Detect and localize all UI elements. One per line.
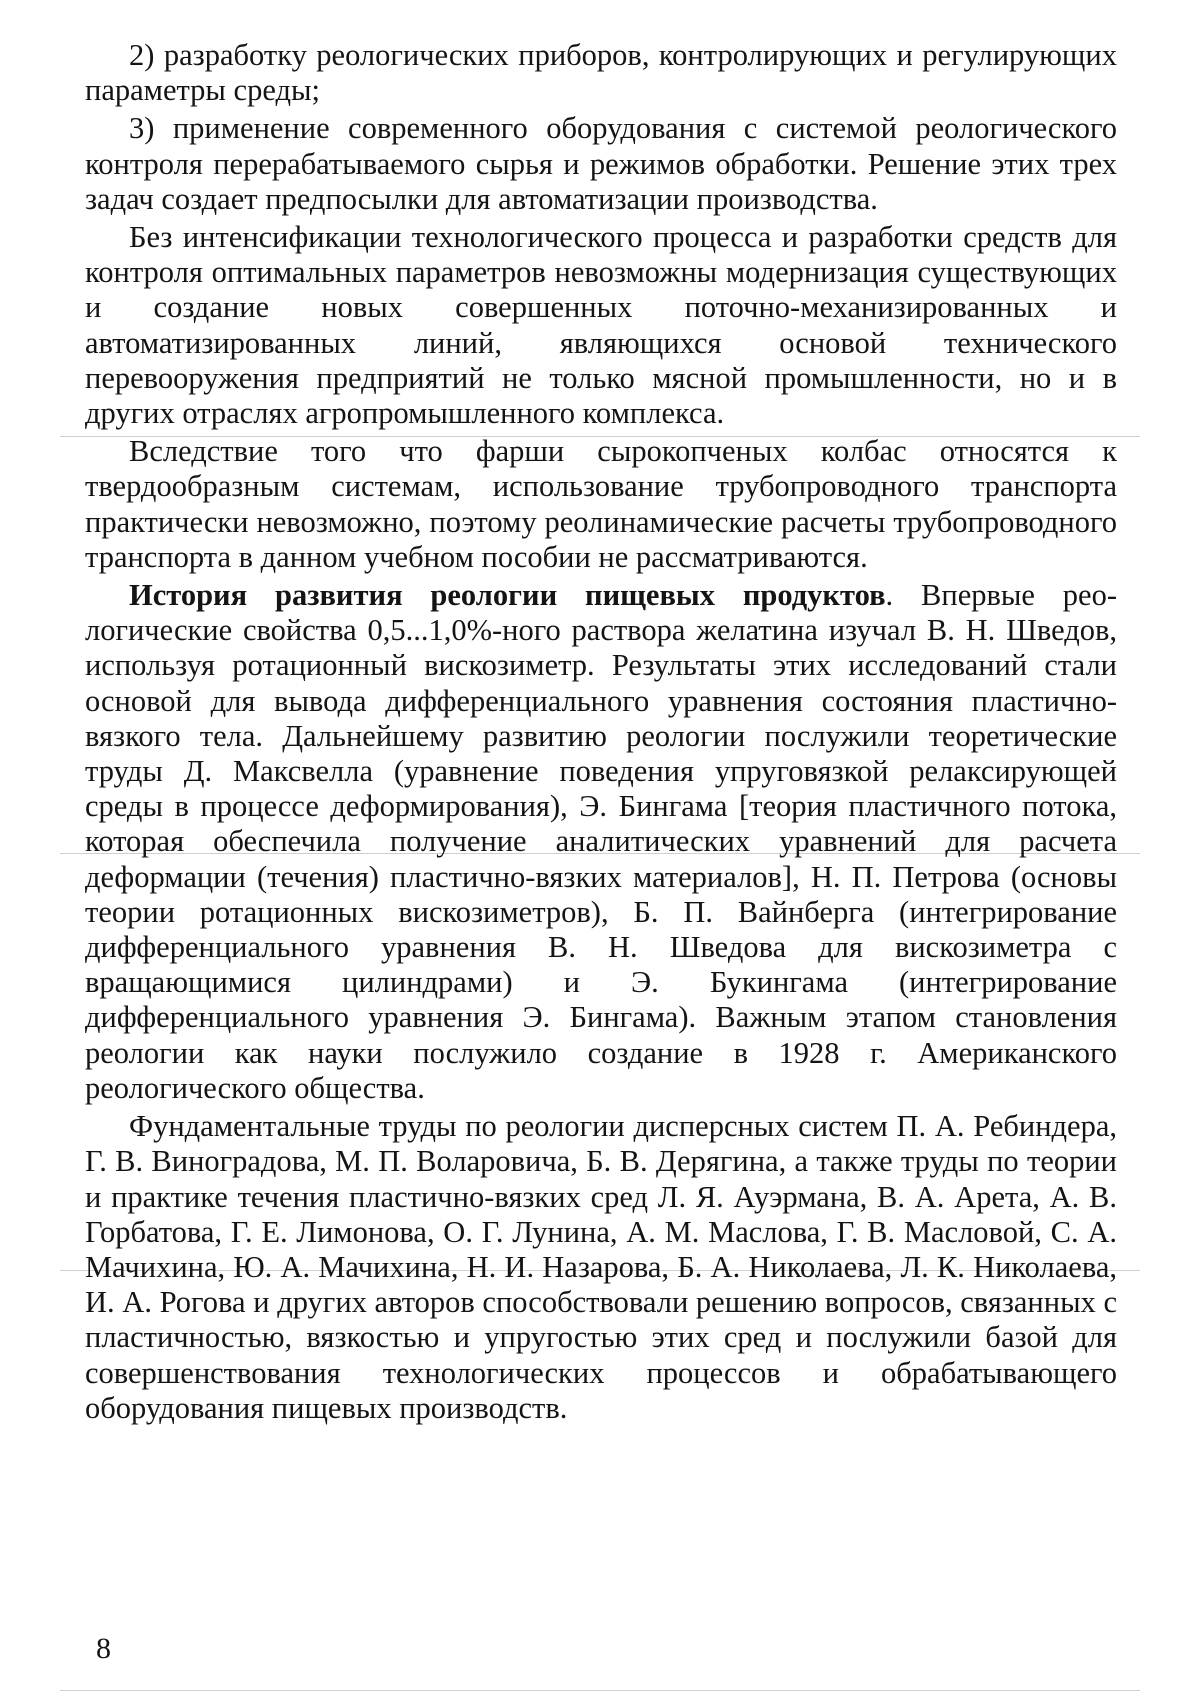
page-number: 8: [96, 1632, 111, 1666]
body-text: [85, 38, 1117, 1426]
history-text: . Впервые рео­логические свойства 0,5...1,0%-ного раствора желатина изучал В. Н. Шведов, используя ротационный вискозиметр. Результаты этих исследований стали основой для вывода дифференциального уравнения состояния пластично-вязкого тела. Дальнейшему раз­витию реологии послужили теоретические труды Д. Максвелла (уравнение поведения упруговязкой релаксирующей среды в процессе деформирования), Э. Бингама [теория пластичного по­тока, которая обеспечила получение аналитических уравнений для расчета деформации (течения) пластично-вязких материа­лов], Н. П. Петрова (основы теории ротационных вискозимет­ров), Б. П. Вайнберга (интегрирование дифференциального урав­нения В. Н. Шведова для вискозиметра с вращающимися цилинд­рами) и Э. Букингама (интегрирование дифференциального урав­нения Э. Бингама). Важным этапом становления реологии как науки послужило создание в 1928 г. Американского реологическо­го общества.: [85, 578, 1117, 1105]
document-page: [0, 0, 1200, 1698]
paragraph-fundamental-works: Фундаментальные труды по реологии дисперсных систем П. А. Ребиндера, Г. В. Виноградова, М. П. Воларовича, Б. В. Деря­гина, а также труды по теории и практике течения пластично-вяз­ких сред Л. Я. Ауэрмана, В. А. Арета, А. В. Горбатова, Г. Е. Лимо­нова, О. Г. Лунина, А. М. Маслова, Г. В. Масловой, С. А. Мачихи­на, Ю. А. Мачихина, Н. И. Назарова, Б. А. Николаева, Л. К. Нико­лаева, И. А. Рогова и других авторов способствовали решению вопросов, связанных с пластичностью, вязкостью и упругостью этих сред и послужили базой для совершенствования технологи­ческих процессов и обрабатывающего оборудования пищевых производств.: [85, 1109, 1117, 1426]
paragraph-item-2: 2) разработку реологических приборов, контролирующих и ре­гулирующих параметры среды;: [85, 38, 1117, 108]
paragraph-item-3: 3) применение современного оборудования с системой реоло­гического контроля перерабатываемого сырья и режимов обработ­ки. Решение этих трех задач создает предпосылки для автоматиза­ции производства.: [85, 111, 1117, 217]
paragraph-pipeline-transport: Вследствие того что фарши сырокопченых колбас относятся к твердообразным системам, использование трубопроводного транспорта практически невозможно, поэтому реолинамические расчеты трубопроводного транспорта в данном учебном пособии не рассматриваются.: [85, 434, 1117, 575]
scan-artifact-line: [60, 1690, 1140, 1691]
paragraph-intensification: Без интенсификации технологического процесса и разработки средств для контроля оптимальных параметров невозможны мо­дернизация существующих и создание новых совершенных поточ­но-механизированных и автоматизированных линий, являющихся основой технического перевооружения предприятий не только мясной промышленности, но и в других отраслях агропромыш­ленного комплекса.: [85, 220, 1117, 431]
section-heading-history: История развития реологии пищевых продуктов: [129, 578, 886, 612]
paragraph-history: [85, 578, 1117, 1106]
